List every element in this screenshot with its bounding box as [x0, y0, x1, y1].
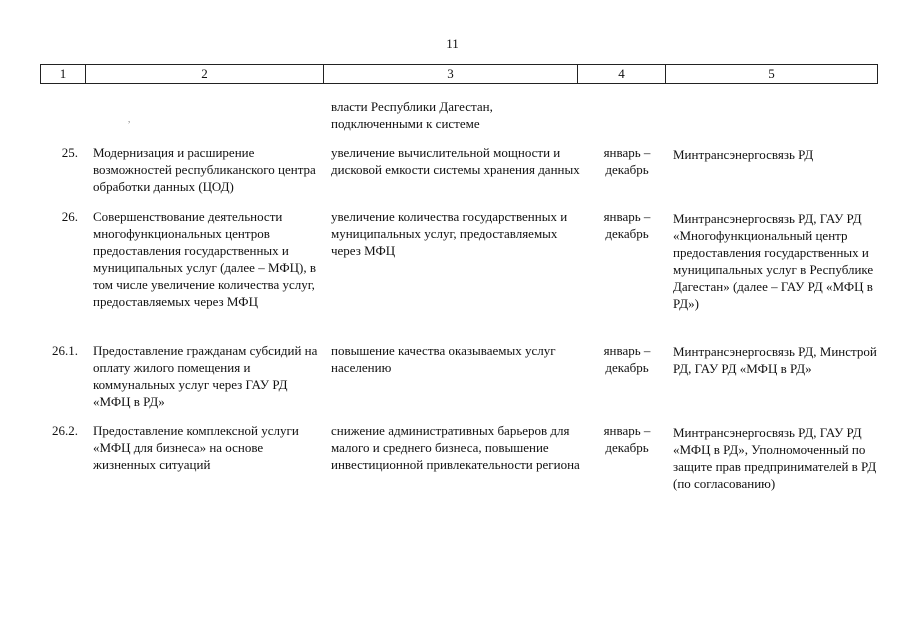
activity-name: Предоставление комплексной услуги «МФЦ для бизнеса» на основе жизненных ситуаций	[93, 423, 299, 472]
period: январь – декабрь	[603, 423, 651, 455]
header-col-5: 5	[768, 66, 775, 81]
row-number: 26.1.	[52, 343, 78, 358]
expected-result: повышение качества оказываемых услуг населению	[331, 343, 556, 375]
row-number: 25.	[61, 145, 78, 160]
executor: Минтрансэнергосвязь РД, Минстрой РД, ГАУ РД «МФЦ в РД»	[673, 344, 877, 376]
continuation-result: власти Республики Дагестан, подключенными к системе	[331, 99, 493, 131]
executor: Минтрансэнергосвязь РД	[673, 147, 814, 162]
scan-mark: ,	[128, 114, 131, 124]
activity-name: Модернизация и расширение возможностей республиканского центра обработки данных (ЦОД)	[93, 145, 316, 194]
activity-name: Предоставление гражданам субсидий на оплату жилого помещения и коммунальных услуг через ГАУ РД «МФЦ в РД»	[93, 343, 318, 409]
header-col-3: 3	[324, 65, 578, 83]
header-col-4: 4	[578, 65, 666, 83]
expected-result: увеличение количества государственных и муниципальных услуг, предоставляемых через МФЦ	[331, 209, 568, 258]
period: январь – декабрь	[603, 209, 651, 241]
activity-name: Совершенствование деятельности многофункциональных центров предоставления государственных и муниципальных услуг (далее – МФЦ), в том числе увеличение количества услуг, предоставляемых через МФЦ	[93, 209, 316, 309]
period: январь – декабрь	[603, 343, 651, 375]
table-header	[40, 64, 878, 84]
header-col-1: 1	[41, 65, 86, 83]
row-number: 26.	[61, 209, 78, 224]
executor: Минтрансэнергосвязь РД, ГАУ РД «Многофункциональный центр предоставления государственных и муниципальных услуг в Республике Дагестан» (далее – ГАУ РД «МФЦ в РД»)	[673, 211, 874, 311]
executor: Минтрансэнергосвязь РД, ГАУ РД «МФЦ в РД», Уполномоченный по защите прав предпринимателей в РД (по согласованию)	[673, 425, 877, 491]
row-number: 26.2.	[52, 423, 78, 438]
header-col-2: 2	[86, 65, 324, 83]
page-number: 11	[446, 36, 459, 51]
period: январь – декабрь	[603, 145, 651, 177]
expected-result: увеличение вычислительной мощности и дисковой емкости системы хранения данных	[331, 145, 580, 177]
expected-result: снижение административных барьеров для малого и среднего бизнеса, повышение инвестиционной привлекательности региона	[331, 423, 580, 472]
